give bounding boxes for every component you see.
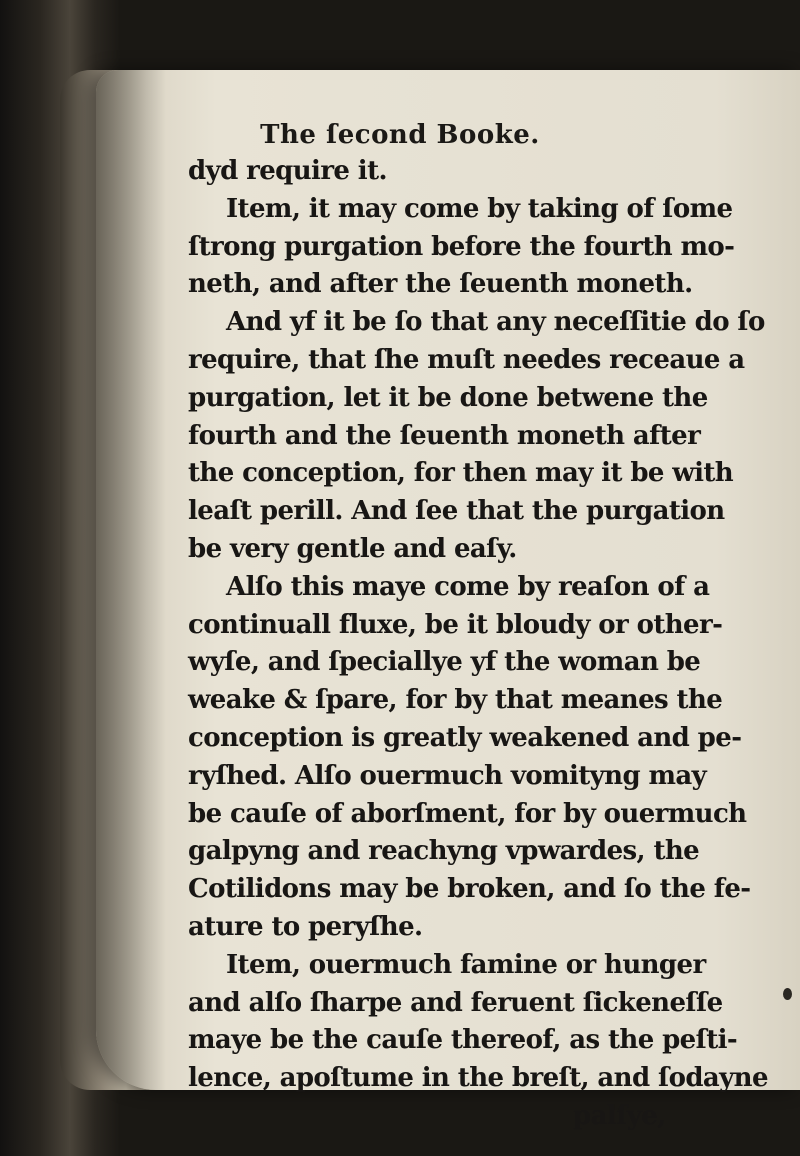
text-line: ature to peryſhe. — [188, 911, 423, 942]
text-line: And yf it be ſo that any neceſſitie do ſo — [226, 307, 765, 338]
text-line: leaſt perill. And ſee that the purgation — [188, 496, 725, 527]
body-text — [188, 153, 788, 1136]
text-line: Item, it may come by taking of ſome — [226, 193, 733, 224]
text-line: Item, ouermuch famine or hunger — [226, 949, 706, 980]
text-line: continuall fluxe, be it bloudy or other‑ — [188, 609, 723, 640]
running-title: The ſecond Booke. — [260, 120, 540, 150]
text-line: ryſhed. Alſo ouermuch vomityng may — [188, 760, 707, 791]
text-line: be cauſe of aborſment, for by ouermuch — [188, 798, 747, 829]
text-line: fourth and the ſeuenth moneth after — [188, 420, 701, 451]
text-line: require, that ſhe muſt needes receaue a — [188, 344, 745, 375]
text-line: galpyng and reachyng vpwardes, the — [188, 836, 700, 867]
margin-mark — [783, 988, 792, 1000]
text-line: and alſo ſharpe and feruent ſickeneſſe — [188, 987, 723, 1018]
text-line: conception is greatly weakened and pe‑ — [188, 722, 742, 753]
catchword-line: palſye, — [573, 1100, 666, 1131]
text-line: the conception, for then may it be with — [188, 458, 734, 489]
text-line: Cotilidons may be broken, and ſo the fe‑ — [188, 874, 751, 905]
text-line: neth, and after the ſeuenth moneth. — [188, 269, 693, 300]
text-line: maye be the cauſe thereof, as the peſti‑ — [188, 1025, 738, 1056]
text-line: lence, apoſtume in the breſt, and ſodayne — [188, 1063, 768, 1094]
text-line: ſtrong purgation before the fourth mo‑ — [188, 231, 735, 262]
text-line: wyſe, and ſpeciallye yf the woman be — [188, 647, 701, 678]
text-line: Alſo this maye come by reaſon of a — [226, 571, 710, 602]
text-line: weake & ſpare, for by that meanes the — [188, 685, 723, 716]
text-line: dyd require it. — [188, 156, 387, 186]
page-gutter-shadow — [96, 70, 166, 1090]
text-line: purgation, let it be done betwene the — [188, 382, 708, 413]
text-line: be very gentle and eaſy. — [188, 533, 517, 564]
